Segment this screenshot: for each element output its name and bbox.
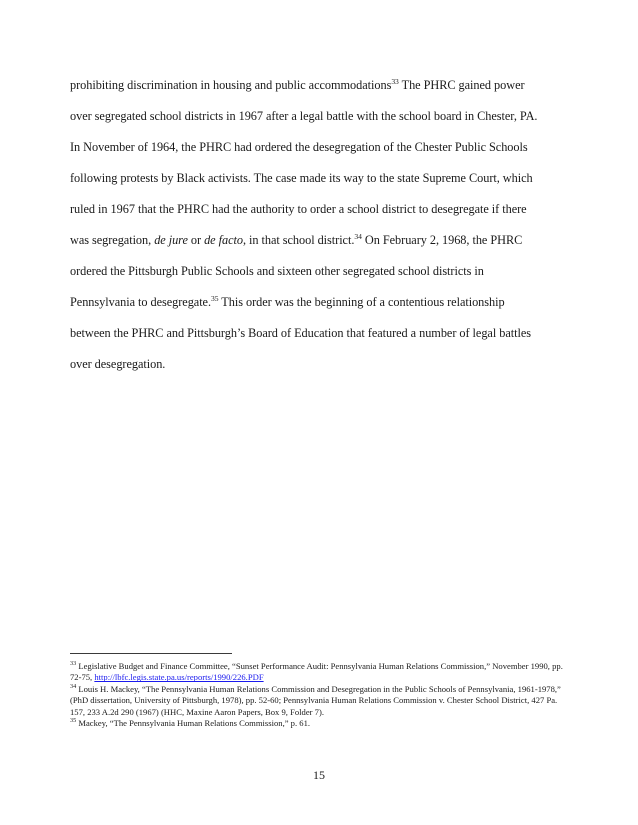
- text-run: Pennsylvania to desegregate.: [70, 295, 211, 309]
- page-number: 15: [313, 768, 325, 782]
- footnote-url-link[interactable]: http://lbfc.legis.state.pa.us/reports/1990/226.PDF: [94, 672, 264, 683]
- body-text-line: [70, 132, 562, 163]
- body-text-line: [70, 70, 562, 101]
- text-run: Mackey, “The Pennsylvania Human Relations Commission,” p. 61.: [76, 718, 311, 729]
- body-text-line: [70, 256, 562, 287]
- footnote-number: 34: [70, 682, 77, 690]
- text-run: over segregated school districts in 1967 after a legal battle with the school board in Chester, PA.: [70, 109, 538, 123]
- text-run: ruled in 1967 that the PHRC had the authority to order a school district to desegregate if there: [70, 202, 527, 216]
- body-text-line: [70, 225, 562, 256]
- text-run: between the PHRC and Pittsburgh’s Board of Education that featured a number of legal battles: [70, 326, 531, 340]
- body-text-line: [70, 101, 562, 132]
- text-run: On February 2, 1968, the PHRC: [361, 233, 523, 247]
- text-run: prohibiting discrimination in housing and public accommodations: [70, 78, 392, 92]
- text-run: In November of 1964, the PHRC had ordered the desegregation of the Chester Public Schools: [70, 140, 528, 154]
- text-run: was segregation,: [70, 233, 155, 247]
- body-text-line: [70, 318, 562, 349]
- italic-term: de jure: [154, 233, 188, 247]
- text-run: This order was the beginning of a contentious relationship: [218, 295, 505, 309]
- text-run: Louis H. Mackey, “The Pennsylvania Human Relations Commission and Desegregation in the Public Schools of Pennsylvania, 1961-1978,” (PhD dissertation, University of Pittsburgh, 1978), pp. 52-60; Pennsylvania Human Relations Commission v. Chester School District, 427 Pa. 157, 233 A.2d 290 (1967) (HHC, Maxine Aaron Papers, Box 9, Folder 7).: [70, 683, 561, 717]
- body-text-line: [70, 194, 562, 225]
- footnote-reference-marker: 33: [391, 76, 399, 86]
- text-run: Legislative Budget and Finance Committee, “Sunset Performance Audit: Pennsylvania Human Relations Commission,” November 1990, pp. 72-75,: [70, 661, 563, 683]
- text-run: following protests by Black activists. The case made its way to the state Supreme Court, which: [70, 171, 533, 185]
- body-text-line: [70, 349, 562, 380]
- italic-term: de facto: [204, 233, 243, 247]
- footnote-separator-rule: [70, 653, 232, 654]
- footnotes-block: [70, 661, 566, 729]
- text-run: The PHRC gained power: [398, 78, 525, 92]
- text-run: over desegregation.: [70, 357, 166, 371]
- footnote-number: 35: [70, 717, 77, 725]
- body-text-line: [70, 163, 562, 194]
- body-text-block: [70, 70, 562, 380]
- footnote-entry: [70, 718, 566, 729]
- footnote-reference-marker: 35: [211, 293, 219, 303]
- text-run: or: [187, 233, 205, 247]
- text-run: , in that school district.: [242, 233, 355, 247]
- footnote-reference-marker: 34: [354, 231, 362, 241]
- text-run: ordered the Pittsburgh Public Schools and sixteen other segregated school districts in: [70, 264, 484, 278]
- body-text-line: [70, 287, 562, 318]
- footnote-entry: [70, 661, 566, 684]
- footnote-number: 33: [70, 660, 77, 668]
- footnote-entry: [70, 684, 566, 718]
